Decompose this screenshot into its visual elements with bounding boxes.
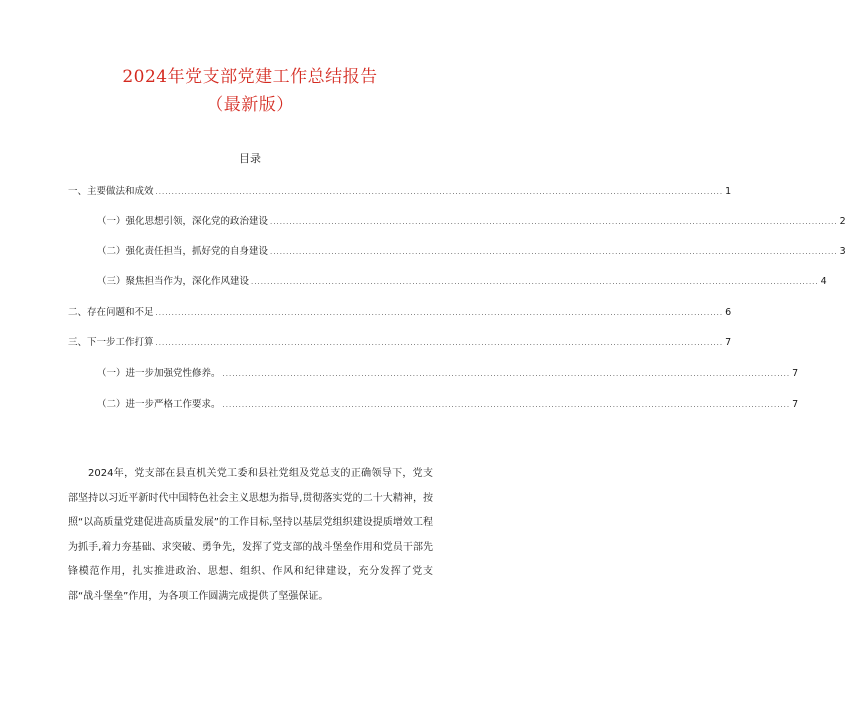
toc-entry-page: 7 bbox=[792, 399, 799, 410]
toc-leader-dots: ................................................................................................................................................................................ bbox=[222, 370, 791, 378]
toc-leader-dots: ................................................................................................................................................................................ bbox=[222, 401, 791, 409]
toc-leader-dots: ................................................................................................................................................................................ bbox=[155, 309, 724, 317]
toc-entry[interactable] bbox=[68, 304, 732, 318]
toc-leader-dots: ................................................................................................................................................................................ bbox=[251, 278, 819, 286]
toc-entry-page: 7 bbox=[725, 337, 732, 348]
toc-heading: 目录 bbox=[239, 152, 261, 165]
toc-entry-label: 二、存在问题和不足 bbox=[68, 307, 154, 318]
document-subtitle: （最新版） bbox=[206, 95, 294, 115]
toc-entry[interactable] bbox=[97, 396, 799, 410]
toc-entry-label: 一、主要做法和成效 bbox=[68, 186, 154, 197]
toc-entry-label: （一）强化思想引领，深化党的政治建设 bbox=[97, 216, 269, 227]
toc-entry-label: （三）聚焦担当作为，深化作风建设 bbox=[97, 276, 250, 287]
toc-entry[interactable] bbox=[68, 183, 732, 197]
toc-entry-page: 7 bbox=[792, 368, 799, 379]
toc-entry[interactable] bbox=[97, 213, 846, 227]
toc-entry[interactable] bbox=[97, 273, 827, 287]
toc-entry-label: 三、下一步工作打算 bbox=[68, 337, 154, 348]
toc-leader-dots: ................................................................................................................................................................................ bbox=[270, 248, 838, 256]
toc-entry[interactable] bbox=[97, 243, 846, 257]
toc-entry-label: （二）进一步严格工作要求。 bbox=[97, 399, 221, 410]
toc-entry-page: 6 bbox=[725, 307, 732, 318]
toc-entry-page: 3 bbox=[839, 246, 846, 257]
body-paragraph: 2024年，党支部在县直机关党工委和县社党组及党总支的正确领导下，党支部坚持以习近平新时代中国特色社会主义思想为指导,贯彻落实党的二十大精神，按照“以高质量党建促进高质量发展”的工作目标,坚持以基层党组织建设提质增效工程为抓手,着力夯基础、求突破、勇争先，发挥了党支部的战斗堡垒作用和党员干部先锋模范作用，扎实推进政治、思想、组织、作风和纪律建设，充分发挥了党支部“战斗堡垒”作用，为各项工作圆满完成提供了坚强保证。 bbox=[68, 468, 433, 602]
toc-entry[interactable] bbox=[68, 334, 732, 348]
toc-entry-label: （二）强化责任担当，抓好党的自身建设 bbox=[97, 246, 269, 257]
toc-entry-label: （一）进一步加强党性修养。 bbox=[97, 368, 221, 379]
toc-entry-page: 2 bbox=[839, 216, 846, 227]
toc-leader-dots: ................................................................................................................................................................................ bbox=[270, 218, 838, 226]
toc-leader-dots: ................................................................................................................................................................................ bbox=[155, 339, 724, 347]
toc-entry-page: 1 bbox=[725, 186, 732, 197]
toc-entry-page: 4 bbox=[820, 276, 827, 287]
toc-leader-dots: ................................................................................................................................................................................ bbox=[155, 188, 724, 196]
document-title: 2024年党支部党建工作总结报告 bbox=[122, 67, 378, 87]
toc-entry[interactable] bbox=[97, 365, 799, 379]
